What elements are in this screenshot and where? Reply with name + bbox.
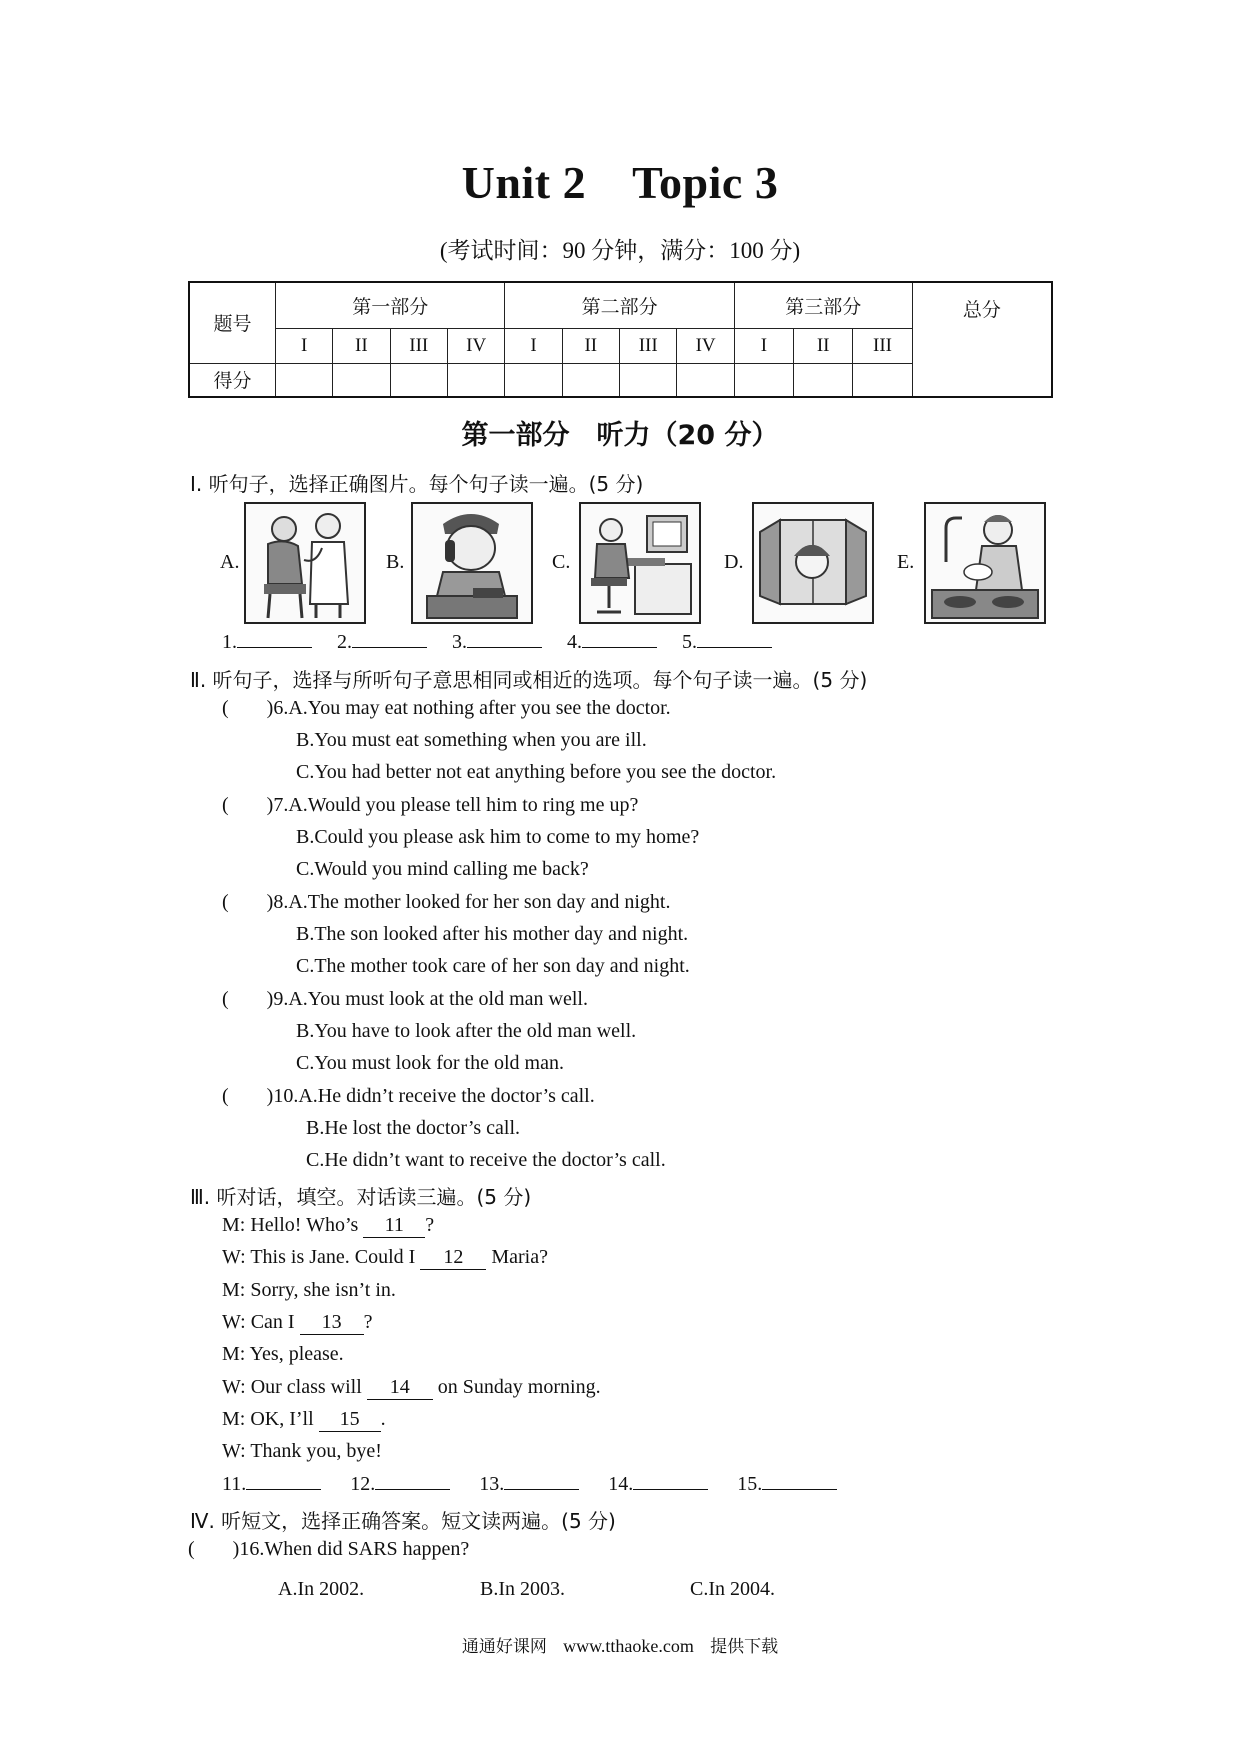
paren-open: (: [222, 1085, 229, 1107]
answer-blank[interactable]: [697, 647, 772, 648]
page-title: [0, 156, 1240, 209]
part1-header: 第一部分: [275, 282, 504, 329]
question-number: )8.: [266, 891, 289, 913]
answer-label: 3.: [452, 631, 467, 653]
question-number: )9.: [266, 988, 289, 1010]
title-topic: Topic 3: [632, 157, 779, 208]
score-cell: [562, 363, 619, 397]
option-b: B.Could you please ask him to come to my home?: [296, 826, 700, 848]
dialogue-blank[interactable]: 12: [420, 1246, 486, 1270]
score-cell: [333, 363, 390, 397]
part1-col: I: [275, 329, 332, 364]
section2-heading: Ⅱ. 听句子，选择与所听句子意思相同或相近的选项。每个句子读一遍。(5 分): [190, 668, 868, 692]
answer-blank[interactable]: [237, 647, 312, 648]
dialogue-text: ?: [425, 1214, 435, 1236]
answer-blank[interactable]: [246, 1489, 321, 1490]
dialogue-line: [222, 1376, 601, 1400]
answer-label: 14.: [608, 1473, 634, 1495]
part1-col: IV: [447, 329, 504, 364]
picture-label-a: A.: [220, 551, 240, 573]
option-a: A.You must look at the old man well.: [288, 988, 588, 1010]
answer-label: 4.: [567, 631, 582, 653]
question-10: [222, 1085, 595, 1108]
answer-row-section3: [222, 1473, 837, 1496]
dialogue-text: W: This is Jane. Could I: [222, 1246, 421, 1268]
dialogue-text: ?: [363, 1311, 373, 1333]
dialogue-blank[interactable]: 13: [300, 1311, 364, 1335]
answer-blank[interactable]: [467, 647, 542, 648]
paren-open: (: [222, 988, 229, 1010]
question-9: [222, 988, 588, 1011]
option-c: C.You had better not eat anything before you see the doctor.: [296, 761, 777, 783]
part1-title: 第一部分 听力（20 分）: [461, 420, 779, 451]
score-cell: [734, 363, 793, 397]
part3-col: I: [734, 329, 793, 364]
doctor-patient-picture: [244, 502, 366, 624]
section4-heading: Ⅳ. 听短文，选择正确答案。短文读两遍。(5 分): [190, 1509, 616, 1533]
answer-blank[interactable]: [582, 647, 657, 648]
score-cell: [390, 363, 447, 397]
score-cell: [677, 363, 734, 397]
option-c: C.You must look for the old man.: [296, 1052, 564, 1074]
score-cell: [619, 363, 676, 397]
dialogue-line: [222, 1246, 548, 1270]
part2-col: I: [505, 329, 562, 364]
total-header: 总分: [912, 282, 1052, 397]
title-unit: Unit 2: [461, 157, 587, 208]
question-number: )6.: [266, 697, 289, 719]
answer-label: 1.: [222, 631, 237, 653]
option-a: A.The mother looked for her son day and night.: [288, 891, 671, 913]
option-a: A.You may eat nothing after you see the doctor.: [288, 697, 671, 719]
part2-header: 第二部分: [505, 282, 734, 329]
dialogue-text: M: Yes, please.: [222, 1343, 344, 1365]
girl-at-window-picture: [752, 502, 874, 624]
option-b: B.You have to look after the old man well.: [296, 1020, 637, 1042]
dialogue-text: .: [380, 1408, 386, 1430]
score-cell: [447, 363, 504, 397]
answer-label: 12.: [350, 1473, 376, 1495]
score-cell: [505, 363, 562, 397]
option-c: C.Would you mind calling me back?: [296, 858, 589, 880]
part3-col: III: [853, 329, 912, 364]
dialogue-blank[interactable]: 11: [363, 1214, 425, 1238]
option-b: B.The son looked after his mother day and night.: [296, 923, 689, 945]
answer-blank[interactable]: [633, 1489, 708, 1490]
footer-download-text: 提供下载: [710, 1637, 779, 1657]
question-7: [222, 794, 638, 817]
paren-open: (: [222, 697, 229, 719]
dialogue-blank[interactable]: 14: [367, 1376, 433, 1400]
answer-label: 2.: [337, 631, 352, 653]
paren-open: (: [222, 891, 229, 913]
option-c: C.In 2004.: [690, 1578, 775, 1600]
picture-label-b: B.: [386, 551, 405, 573]
answer-blank[interactable]: [762, 1489, 837, 1490]
option-a: A.In 2002.: [278, 1578, 365, 1600]
paren-open: (: [222, 794, 229, 816]
part2-col: II: [562, 329, 619, 364]
option-b: B.He lost the doctor’s call.: [306, 1117, 521, 1139]
dialogue-line: [222, 1311, 372, 1335]
answer-blank[interactable]: [375, 1489, 450, 1490]
footer-site-name: 通通好课网: [461, 1637, 547, 1657]
footer-url[interactable]: www.tthaoke.com: [563, 1636, 694, 1656]
part3-col: II: [794, 329, 853, 364]
question-text: )16.When did SARS happen?: [232, 1538, 470, 1560]
option-a: A.He didn’t receive the doctor’s call.: [298, 1085, 595, 1107]
option-a: A.Would you please tell him to ring me up?: [288, 794, 639, 816]
paren-open: (: [188, 1538, 195, 1560]
girl-washing-hands-picture: [924, 502, 1046, 624]
dialogue-line: [222, 1343, 344, 1366]
answer-label: 11.: [222, 1473, 247, 1495]
section3-heading: Ⅲ. 听对话，填空。对话读三遍。(5 分): [190, 1185, 532, 1209]
part2-col: III: [619, 329, 676, 364]
picture-label-c: C.: [552, 551, 571, 573]
footer: [0, 1632, 1240, 1657]
dialogue-text: W: Thank you, bye!: [222, 1440, 382, 1462]
row-label-number: 题号: [189, 282, 275, 363]
score-table: [188, 281, 1053, 398]
question-16: [188, 1538, 469, 1561]
score-cell: [275, 363, 332, 397]
picture-label-e: E.: [897, 551, 915, 573]
dialogue-text: M: Sorry, she isn’t in.: [222, 1279, 396, 1301]
dialogue-text: Maria?: [486, 1246, 548, 1268]
part3-header: 第三部分: [734, 282, 912, 329]
dialogue-text: W: Can I: [222, 1311, 300, 1333]
part2-col: IV: [677, 329, 734, 364]
answer-row-section1: [222, 631, 772, 654]
option-b: B.You must eat something when you are ill.: [296, 729, 647, 751]
question-number: )10.: [266, 1085, 299, 1107]
question-number: )7.: [266, 794, 289, 816]
question-6: [222, 697, 671, 720]
part1-col: II: [333, 329, 390, 364]
dialogue-line: [222, 1440, 382, 1463]
section1-heading: Ⅰ. 听句子，选择正确图片。每个句子读一遍。(5 分): [190, 472, 644, 496]
answer-label: 13.: [479, 1473, 505, 1495]
dialogue-text: on Sunday morning.: [432, 1376, 601, 1398]
dialogue-line: [222, 1408, 386, 1432]
option-c: C.The mother took care of her son day and night.: [296, 955, 690, 977]
boy-at-computer-picture: [579, 502, 701, 624]
boy-on-phone-picture: [411, 502, 533, 624]
dialogue-line: [222, 1214, 434, 1238]
dialogue-blank[interactable]: 15: [319, 1408, 381, 1432]
dialogue-text: W: Our class will: [222, 1376, 367, 1398]
exam-info: (考试时间：90 分钟，满分：100 分): [439, 238, 801, 263]
option-c: C.He didn’t want to receive the doctor’s call.: [306, 1149, 666, 1171]
answer-blank[interactable]: [352, 647, 427, 648]
option-b: B.In 2003.: [480, 1578, 565, 1600]
row-label-score: 得分: [189, 363, 275, 397]
answer-label: 5.: [682, 631, 697, 653]
part1-col: III: [390, 329, 447, 364]
answer-blank[interactable]: [504, 1489, 579, 1490]
answer-label: 15.: [737, 1473, 763, 1495]
dialogue-text: M: Hello! Who’s: [222, 1214, 364, 1236]
score-cell: [794, 363, 853, 397]
dialogue-line: [222, 1279, 396, 1302]
score-cell: [853, 363, 912, 397]
dialogue-text: M: OK, I’ll: [222, 1408, 319, 1430]
question-8: [222, 891, 670, 914]
picture-label-d: D.: [724, 551, 744, 573]
